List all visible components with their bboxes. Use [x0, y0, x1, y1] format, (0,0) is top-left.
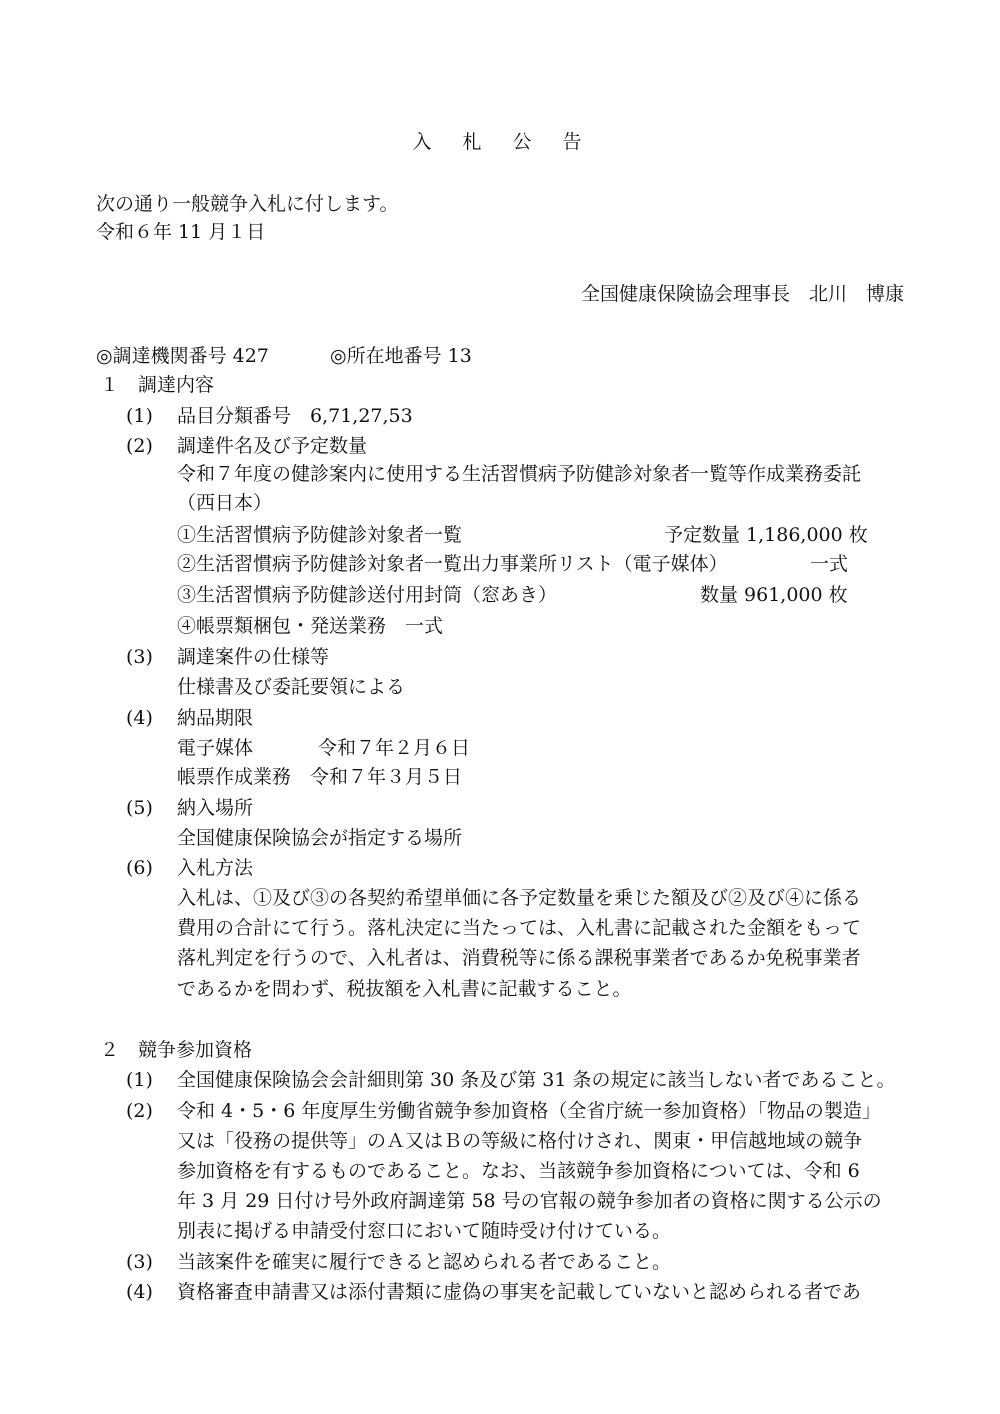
subitem-3-name: ③生活習慣病予防健診送付用封筒（窓あき）	[177, 584, 558, 606]
item1-6-line4: であるかを問わず、税抜額を入札書に記載すること。	[177, 978, 632, 1000]
item2-2-line5: 別表に掲げる申請受付窓口において随時受け付けている。	[177, 1220, 672, 1242]
item1-2-number: (2)	[126, 435, 153, 457]
item1-3-number: (3)	[126, 646, 153, 668]
issuer-name: 全国健康保険協会理事長 北川 博康	[580, 283, 904, 305]
location-code: ◎所在地番号 13	[330, 345, 472, 367]
deadline-row1-date: 令和７年２月６日	[318, 737, 471, 759]
subitem-2-qty: 一式	[810, 553, 849, 575]
section2-number: ２	[100, 1039, 120, 1061]
item1-6-label: 入札方法	[177, 857, 254, 879]
item1-2-label: 調達件名及び予定数量	[177, 435, 368, 457]
item1-6-line1: 入札は、①及び③の各契約希望単価に各予定数量を乗じた額及び②及び④に係る	[177, 887, 862, 909]
item1-2-line2: （西日本）	[177, 492, 273, 514]
item1-5-label: 納入場所	[177, 797, 254, 819]
item2-2-line3: 参加資格を有するものであること。なお、当該競争参加資格については、令和 6	[177, 1160, 860, 1182]
subitem-1-name: ①生活習慣病予防健診対象者一覧	[177, 524, 463, 546]
subitem-4: ④帳票類梱包・発送業務 一式	[177, 615, 444, 637]
subitem-1-qty: 予定数量 1,186,000 枚	[664, 524, 868, 546]
item2-1-number: (1)	[126, 1069, 153, 1091]
item2-1-text: 全国健康保険協会会計細則第 30 条及び第 31 条の規定に該当しない者であること。	[177, 1069, 896, 1091]
item1-6-line3: 落札判定を行うので、入札者は、消費税等に係る課税事業者であるか免税事業者	[177, 947, 861, 969]
agency-code: ◎調達機関番号 427	[96, 345, 269, 367]
item1-5-number: (5)	[126, 797, 153, 819]
item2-3-text: 当該案件を確実に履行できると認められる者であること。	[177, 1251, 672, 1273]
section1-number: １	[100, 374, 120, 396]
item1-6-number: (6)	[126, 857, 153, 879]
subitem-2-name: ②生活習慣病予防健診対象者一覧出力事業所リスト（電子媒体）	[177, 553, 728, 575]
page-title: 入 札 公 告	[412, 131, 588, 153]
item1-6-line2: 費用の合計にて行う。落札決定に当たっては、入札書に記載された金額をもって	[177, 917, 862, 939]
item1-1-number: (1)	[126, 405, 153, 427]
item1-3-text: 仕様書及び委託要領による	[177, 676, 406, 698]
deadline-row2: 帳票作成業務 令和７年３月５日	[177, 766, 463, 788]
subitem-3-qty: 数量 961,000 枚	[700, 584, 848, 606]
item1-3-label: 調達案件の仕様等	[177, 646, 330, 668]
item2-3-number: (3)	[126, 1251, 153, 1273]
item2-2-line1: 令和 4・5・6 年度厚生労働省競争参加資格（全省庁統一参加資格）「物品の製造」	[177, 1100, 881, 1122]
item1-4-number: (4)	[126, 707, 153, 729]
item1-5-text: 全国健康保険協会が指定する場所	[177, 827, 463, 849]
item1-2-line1: 令和７年度の健診案内に使用する生活習慣病予防健診対象者一覧等作成業務委託	[177, 463, 862, 485]
notice-date: 令和６年 11 月１日	[96, 221, 266, 243]
intro-text: 次の通り一般競争入札に付します。	[96, 193, 399, 215]
item1-4-label: 納品期限	[177, 707, 254, 729]
item2-2-line2: 又は「役務の提供等」のＡ又はＢの等級に格付けされ、関東・甲信越地域の競争	[177, 1130, 863, 1152]
item1-1-label: 品目分類番号 6,71,27,53	[177, 405, 413, 427]
section1-heading: 調達内容	[138, 374, 215, 396]
item2-2-line4: 年 3 月 29 日付け号外政府調達第 58 号の官報の競争参加者の資格に関する公示の	[177, 1190, 882, 1212]
deadline-row1-label: 電子媒体	[177, 737, 254, 759]
item2-2-number: (2)	[126, 1100, 153, 1122]
item2-4-number: (4)	[126, 1281, 153, 1303]
item2-4-text: 資格審査申請書又は添付書類に虚偽の事実を記載していないと認められる者であ	[177, 1281, 862, 1303]
section2-heading: 競争参加資格	[138, 1039, 253, 1061]
